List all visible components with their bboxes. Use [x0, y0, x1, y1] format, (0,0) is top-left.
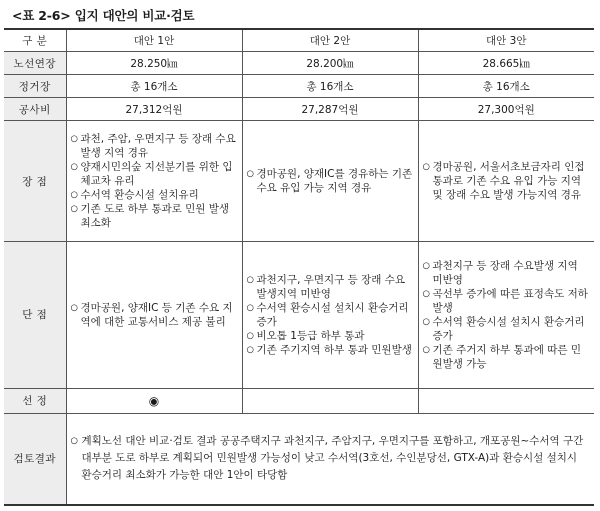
table-caption: <표 2-6> 입지 대안의 비교·검토	[12, 8, 195, 23]
review-cell	[66, 413, 594, 505]
stations-alt3: 총 16개소	[418, 75, 594, 98]
list-item: ○ 기존 주기지역 하부 통과 민원발생	[247, 343, 414, 357]
cons-label: 단 점	[4, 242, 66, 388]
selection-alt2	[242, 388, 418, 413]
cost-alt2: 27,287억원	[242, 98, 418, 121]
cons-row	[4, 242, 594, 388]
length-alt3: 28.665㎞	[418, 52, 594, 75]
length-row	[4, 52, 594, 75]
header-row	[4, 29, 594, 52]
stations-label: 정거장	[4, 75, 66, 98]
pros-label: 장 점	[4, 121, 66, 242]
cons-alt3-cell	[418, 242, 594, 388]
selection-label: 선 정	[4, 388, 66, 413]
review-label: 검토결과	[4, 413, 66, 505]
cost-label: 공사비	[4, 98, 66, 121]
cost-alt1: 27,312억원	[66, 98, 242, 121]
header-alt3: 대안 3안	[418, 29, 594, 52]
header-alt2: 대안 2안	[242, 29, 418, 52]
selection-alt3	[418, 388, 594, 413]
cons-alt2-list	[243, 271, 418, 359]
list-item: ○ 경마공원, 서울서초보금자리 인접 통과로 기존 수요 유입 가능 지역 및 장래 수요 발생 가능지역 경유	[423, 160, 591, 202]
header-alt1: 대안 1안	[66, 29, 242, 52]
length-alt2: 28.200㎞	[242, 52, 418, 75]
pros-alt3-list	[419, 158, 595, 204]
list-item: ○ 비오톱 1등급 하부 통과	[247, 329, 414, 343]
stations-alt1: 총 16개소	[66, 75, 242, 98]
pros-row	[4, 121, 594, 242]
list-item: ○ 수서역 환승시설 설치시 환승거리 증가	[247, 301, 414, 329]
cost-alt3: 27,300억원	[418, 98, 594, 121]
review-text: 계획노선 대안 비교·검토 결과 공공주택지구 과천지구, 주암지구, 우면지구를 포함하고, 개포공원~수서역 구간 대부분 도로 하부로 계획되어 민원발생 가능성이 낮고 수서역(3호선, 수인분당선, GTX-A)과 환승시설 설치시 환승거리 최소화가 가능한 대안 1안이 타당함	[81, 435, 584, 482]
list-item: ○ 과천지구 등 장래 수요발생 지역 미반영	[423, 259, 591, 287]
review-row	[4, 413, 594, 505]
cons-alt1-cell	[66, 242, 242, 388]
cons-alt3-list	[419, 257, 595, 373]
list-item: ○ 수서역 환승시설 설치유리	[71, 188, 238, 202]
selected-mark-icon: ◉	[148, 393, 160, 408]
pros-alt2-cell	[242, 121, 418, 242]
selection-alt1	[66, 388, 242, 413]
list-item: ○ 과천, 주암, 우면지구 등 장래 수요 발생 지역 경유	[71, 132, 238, 160]
stations-row	[4, 75, 594, 98]
pros-alt3-cell	[418, 121, 594, 242]
list-item: ○ 과천지구, 우면지구 등 장래 수요발생지역 미반영	[247, 273, 414, 301]
list-item: ○ 수서역 환승시설 설치시 환승거리 증가	[423, 315, 591, 343]
length-alt1: 28.250㎞	[66, 52, 242, 75]
review-text-block	[67, 430, 595, 487]
list-item: ○ 경마공원, 양재IC를 경유하는 기존 수요 유입 가능 지역 경유	[247, 167, 414, 195]
pros-alt2-list	[243, 165, 418, 197]
stations-alt2: 총 16개소	[242, 75, 418, 98]
cost-row	[4, 98, 594, 121]
pros-alt1-list	[67, 130, 242, 232]
list-item: ○ 기존 도로 하부 통과로 민원 발생 최소화	[71, 202, 238, 230]
list-item: ○ 경마공원, 양재IC 등 기존 수요 지역에 대한 교통서비스 제공 불리	[71, 301, 238, 329]
length-label: 노선연장	[4, 52, 66, 75]
cons-alt1-list	[67, 299, 242, 331]
pros-alt1-cell	[66, 121, 242, 242]
cons-alt2-cell	[242, 242, 418, 388]
bullet-icon: ○	[70, 436, 78, 447]
list-item: ○ 양재시민의숲 지선분기를 위한 입체교차 유리	[71, 160, 238, 188]
comparison-table	[4, 28, 594, 506]
list-item: ○ 기존 주거지 하부 통과에 따른 민원발생 가능	[423, 343, 591, 371]
selection-row	[4, 388, 594, 413]
list-item: ○ 곡선부 증가에 따른 표정속도 저하 발생	[423, 287, 591, 315]
header-label: 구 분	[4, 29, 66, 52]
